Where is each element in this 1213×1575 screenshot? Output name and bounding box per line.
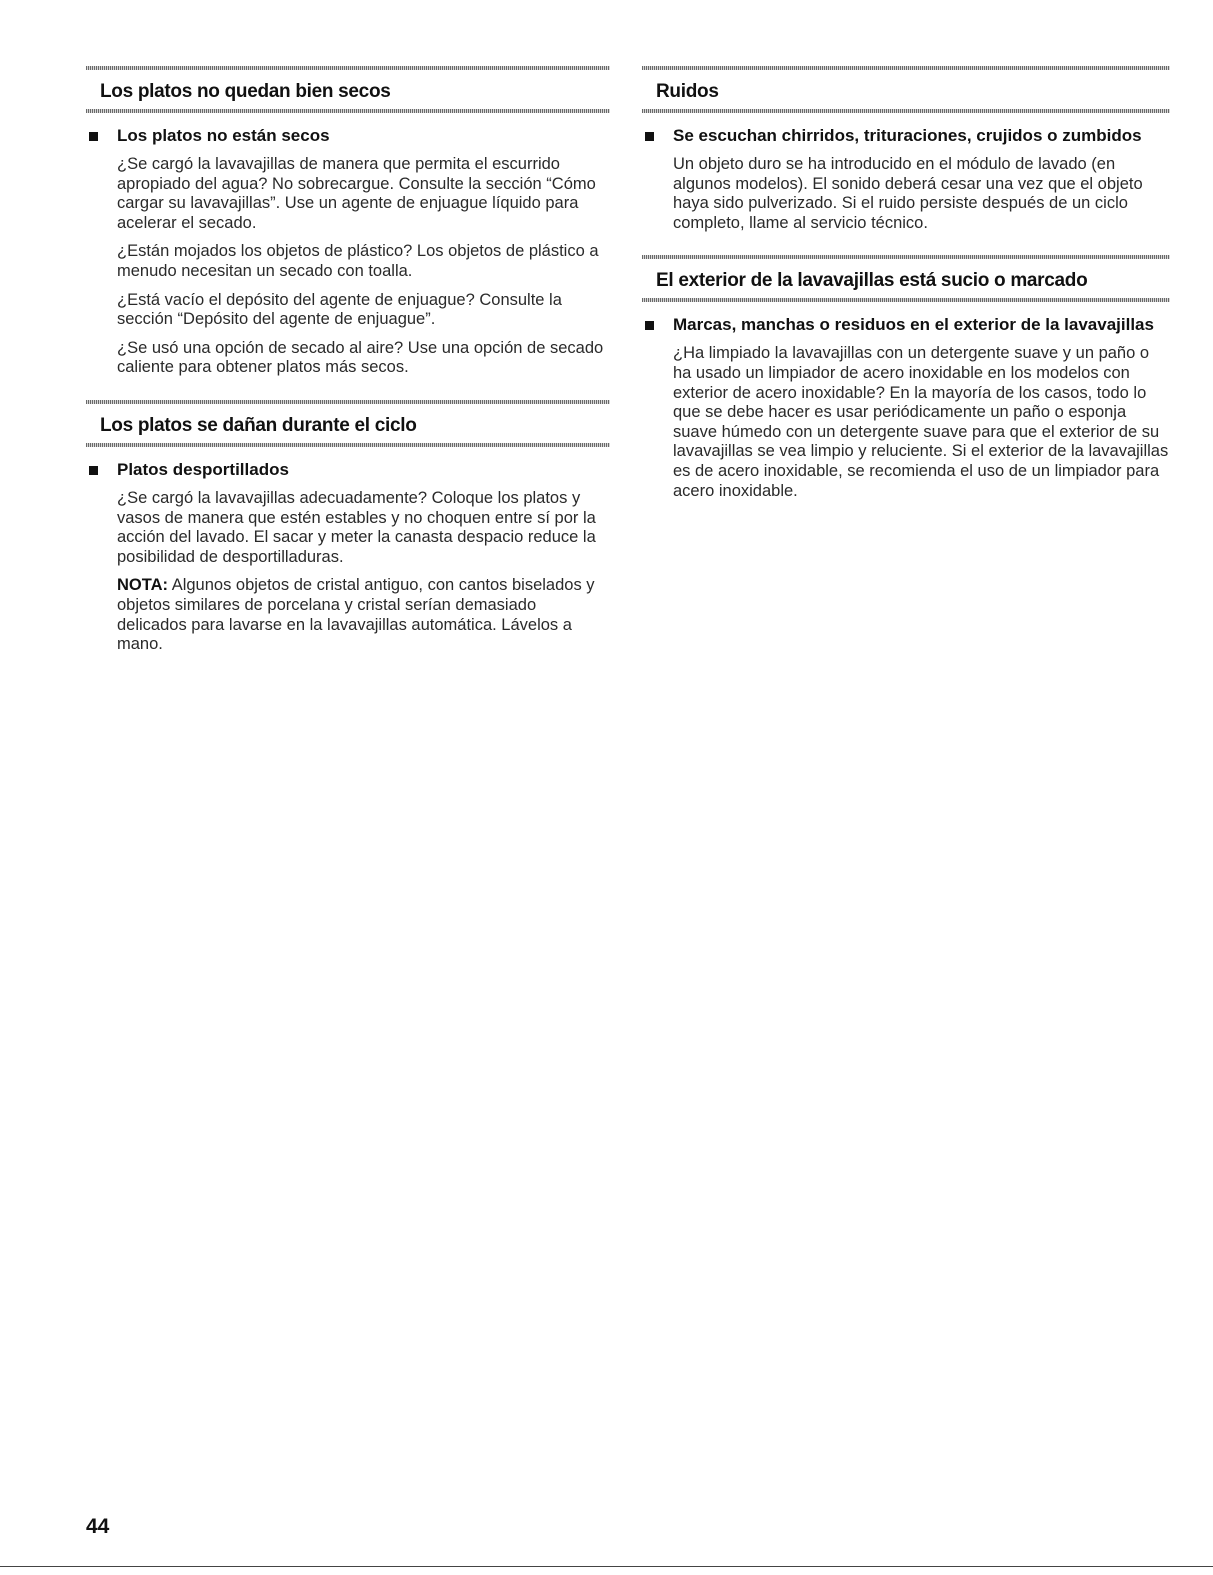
square-bullet-icon (89, 132, 98, 141)
section-header (86, 66, 610, 113)
list-item (642, 126, 1170, 233)
section-title: Ruidos (656, 81, 719, 102)
note-text: Algunos objetos de cristal antiguo, con cantos biselados y objetos similares de porcelana y cristal serían demasiado delicados para lavarse en la lavavajillas automática. Lávelos a mano. (117, 576, 595, 654)
note-label: NOTA: (117, 576, 169, 595)
paragraph: ¿Se cargó la lavavajillas adecuadamente? Coloque los platos y vasos de manera que estén estables y no choquen entre sí por la acción del lavado. El sacar y meter la canasta despacio reduce la posibilidad de desportilladuras. (117, 488, 596, 566)
list-item (642, 315, 1170, 501)
section-dishes-damaged (86, 400, 610, 655)
section-dishes-not-dry (86, 66, 610, 378)
paragraph: ¿Ha limpiado la lavavajillas con un detergente suave y un paño o ha usado un limpiador de acero inoxidable en los modelos con exterior de acero inoxidable? En la mayoría de los casos, todo lo que se debe hacer es usar periódicamente un paño o esponja suave húmedo con un detergente suave para que el exterior de su lavavajillas se vea limpio y reluciente. Si el exterior de la lavavajillas es de acero inoxidable, se recomienda el uso de un limpiador para acero inoxidable. (673, 344, 1169, 500)
paragraph: ¿Se cargó la lavavajillas de manera que permita el escurrido apropiado del agua? No sobrecargue. Consulte la sección “Cómo cargar su lavavajillas”. Use un agente de enjuague líquido para acelerar el secado. (117, 155, 596, 232)
paragraph: ¿Se usó una opción de secado al aire? Use una opción de secado caliente para obtener platos más secos. (117, 338, 604, 377)
section-title: Los platos no quedan bien secos (100, 81, 391, 102)
header-bottom-rule (642, 298, 1170, 302)
paragraph: ¿Están mojados los objetos de plástico? Los objetos de plástico a menudo necesitan un secado con toalla. (117, 242, 599, 280)
right-column (642, 66, 1170, 510)
header-bottom-rule (642, 109, 1170, 113)
paragraph: ¿Está vacío el depósito del agente de enjuague? Consulte la sección “Depósito del agente de enjuague”. (117, 290, 562, 329)
paragraph: Un objeto duro se ha introducido en el módulo de lavado (en algunos modelos). El sonido deberá cesar una vez que el objeto haya sido pulverizado. Si el ruido persiste después de un ciclo completo, llame al servicio técnico. (673, 155, 1143, 232)
item-title: Se escuchan chirridos, trituraciones, crujidos o zumbidos (673, 126, 1142, 145)
list-item (86, 460, 610, 655)
item-title: Marcas, manchas o residuos en el exterior de la lavavajillas (673, 315, 1154, 335)
list-item (86, 126, 610, 378)
section-exterior-dirty (642, 255, 1170, 501)
footer-rule (0, 1566, 1213, 1567)
item-title: Los platos no están secos (117, 126, 330, 145)
header-bottom-rule (86, 443, 610, 447)
item-title: Platos desportillados (117, 459, 289, 479)
square-bullet-icon (645, 321, 654, 330)
left-column (86, 66, 610, 664)
section-header (642, 66, 1170, 113)
section-title: Los platos se dañan durante el ciclo (100, 414, 417, 436)
note-paragraph (86, 576, 610, 654)
section-header (642, 255, 1170, 302)
square-bullet-icon (89, 466, 98, 475)
page-number: 44 (86, 1515, 110, 1538)
section-header (86, 400, 610, 447)
section-title: El exterior de la lavavajillas está sucio o marcado (656, 270, 1088, 292)
header-bottom-rule (86, 109, 610, 113)
square-bullet-icon (645, 132, 654, 141)
section-noises (642, 66, 1170, 233)
